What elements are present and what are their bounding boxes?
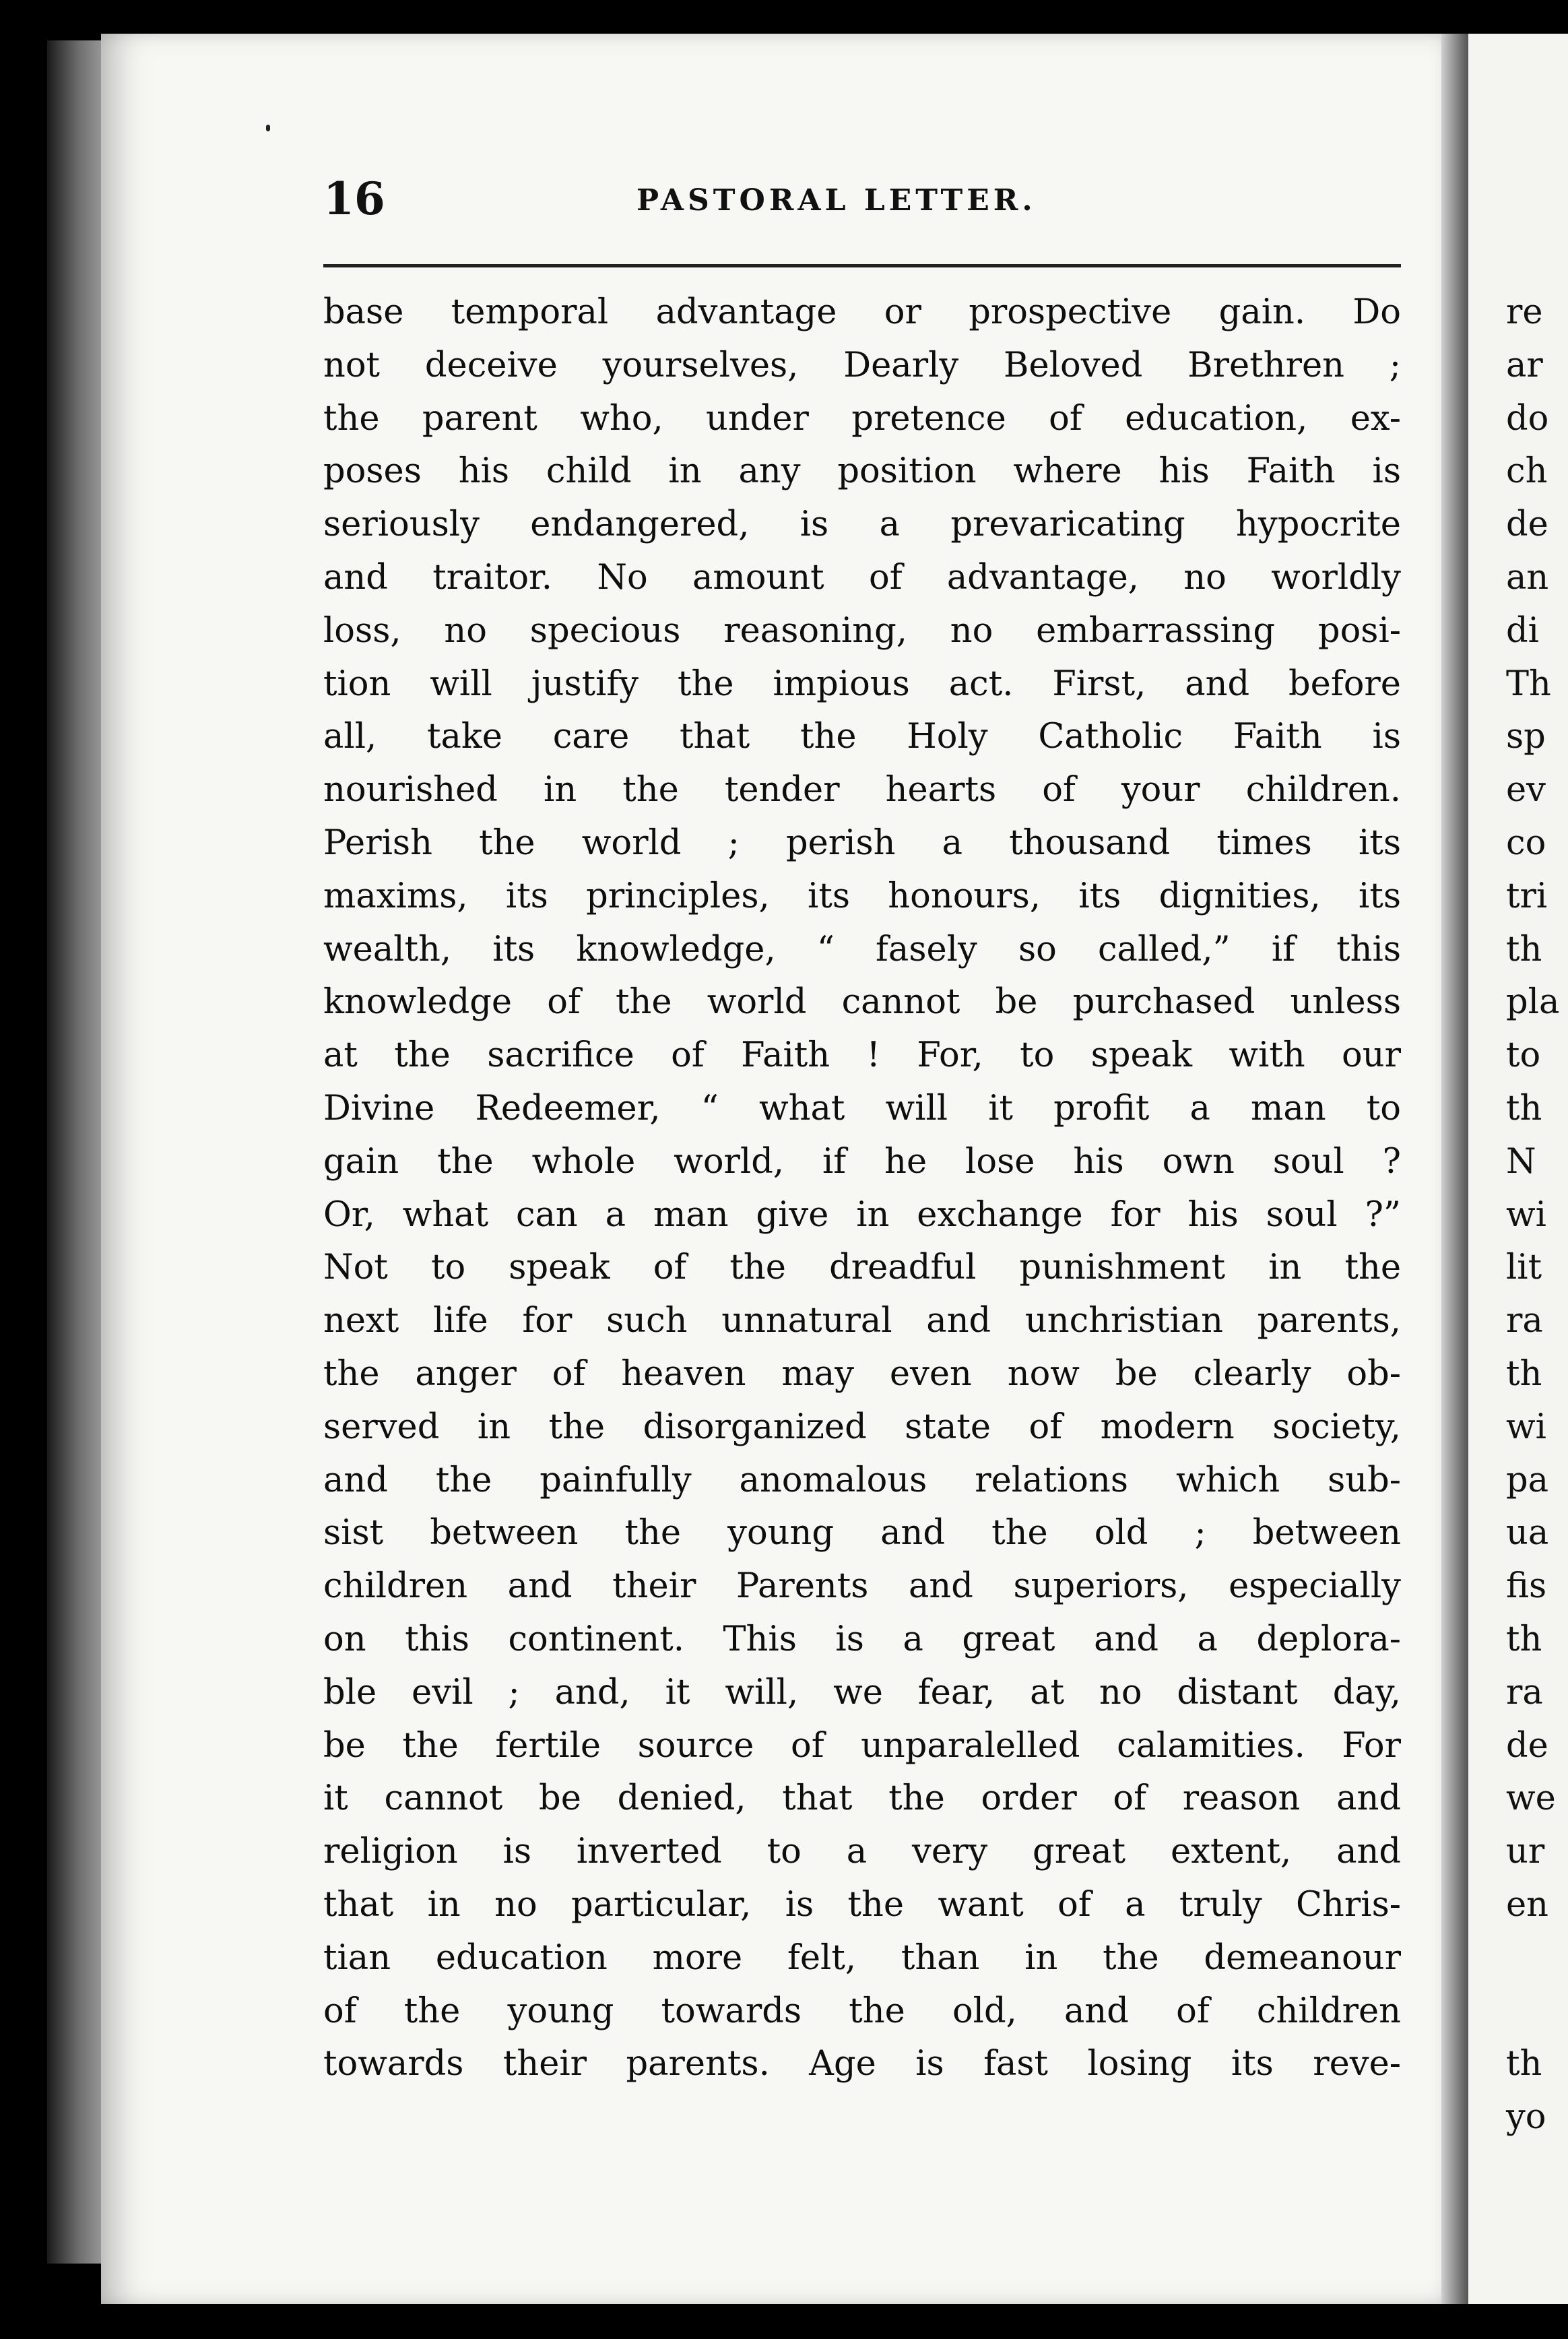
ink-fleck <box>266 125 270 131</box>
text-line: religion is inverted to a very great extent, and <box>323 1832 1401 1872</box>
facing-page-fragment: we <box>1506 1779 1556 1819</box>
text-line: tion will justify the impious act. First, and before <box>323 664 1401 704</box>
facing-page-fragment: en <box>1506 1884 1549 1925</box>
text-line: ble evil ; and, it will, we fear, at no distant day, <box>323 1672 1401 1712</box>
facing-page-fragment: co <box>1506 823 1546 863</box>
facing-page-fragment: ra <box>1506 1301 1543 1341</box>
facing-page-fragment: pa <box>1506 1460 1549 1500</box>
text-line: wealth, its knowledge, “ fasely so called,” if this <box>323 929 1401 969</box>
facing-page-fragments <box>1506 286 1568 2144</box>
facing-page-fragment: fis <box>1506 1566 1547 1607</box>
text-line: next life for such unnatural and unchristian parents, <box>323 1301 1401 1341</box>
text-line: towards their parents. Age is fast losing its reve- <box>323 2044 1401 2084</box>
facing-page-fragment: Th <box>1506 664 1551 704</box>
facing-page-fragment: th <box>1506 1088 1542 1128</box>
facing-page-fragment: ra <box>1506 1672 1543 1712</box>
text-line: and the painfully anomalous relations which sub- <box>323 1460 1401 1500</box>
facing-page-fragment: lit <box>1506 1248 1542 1288</box>
facing-page-fragment: to <box>1506 1035 1541 1076</box>
text-line: the parent who, under pretence of education, ex- <box>323 398 1401 439</box>
text-line: of the young towards the old, and of children <box>323 1991 1401 2031</box>
facing-page-fragment: tri <box>1506 876 1548 916</box>
text-line: the anger of heaven may even now be clearly ob- <box>323 1353 1401 1394</box>
facing-page-fragment: wi <box>1506 1407 1546 1447</box>
facing-page-fragment: ua <box>1506 1513 1549 1553</box>
text-line: knowledge of the world cannot be purchased unless <box>323 982 1401 1023</box>
facing-page-fragment: sp <box>1506 717 1546 757</box>
facing-page-fragment: th <box>1506 2044 1542 2084</box>
text-line: children and their Parents and superiors, especially <box>323 1566 1401 1607</box>
facing-page-fragment: di <box>1506 610 1539 651</box>
header-rule <box>323 264 1401 267</box>
facing-page-fragment: de <box>1506 1725 1548 1766</box>
text-line: Not to speak of the dreadful punishment in the <box>323 1248 1401 1288</box>
facing-page-fragment: pla <box>1506 982 1560 1023</box>
text-line: loss, no specious reasoning, no embarrassing posi- <box>323 610 1401 651</box>
text-line: tian education more felt, than in the demeanour <box>323 1937 1401 1978</box>
page-number: 16 <box>323 172 385 225</box>
facing-page-fragment: ur <box>1506 1832 1545 1872</box>
facing-page-fragment: th <box>1506 1619 1542 1659</box>
text-line: sist between the young and the old ; between <box>323 1513 1401 1553</box>
text-line: Divine Redeemer, “ what will it profit a man to <box>323 1088 1401 1128</box>
text-line: Perish the world ; perish a thousand times its <box>323 823 1401 863</box>
text-line: at the sacrifice of Faith ! For, to speak with our <box>323 1035 1401 1076</box>
text-line: and traitor. No amount of advantage, no worldly <box>323 557 1401 598</box>
text-line: not deceive yourselves, Dearly Beloved Brethren ; <box>323 345 1401 385</box>
text-line: poses his child in any position where his Faith is <box>323 451 1401 492</box>
facing-page-fragment: ar <box>1506 345 1543 385</box>
fragment-gap <box>1506 1932 1568 2039</box>
text-line: base temporal advantage or prospective gain. Do <box>323 292 1401 332</box>
text-line: all, take care that the Holy Catholic Faith is <box>323 717 1401 757</box>
text-line: nourished in the tender hearts of your children. <box>323 770 1401 810</box>
text-line: it cannot be denied, that the order of reason and <box>323 1779 1401 1819</box>
text-line: Or, what can a man give in exchange for his soul ?” <box>323 1194 1401 1235</box>
running-head: PASTORAL LETTER. <box>636 183 1037 218</box>
text-line: on this continent. This is a great and a deplora- <box>323 1619 1401 1659</box>
facing-page-fragment: an <box>1506 557 1549 598</box>
facing-page-fragment: N <box>1506 1141 1536 1182</box>
facing-page-fragment: re <box>1506 292 1543 332</box>
facing-page-fragment: ev <box>1506 770 1546 810</box>
facing-page-fragment: yo <box>1506 2097 1546 2138</box>
facing-page-fragment: do <box>1506 398 1549 439</box>
page-header <box>323 172 1401 253</box>
text-line: served in the disorganized state of modern society, <box>323 1407 1401 1447</box>
body-text <box>323 286 1401 2091</box>
text-line: be the fertile source of unparalelled calamities. For <box>323 1725 1401 1766</box>
facing-page-fragment: th <box>1506 929 1542 969</box>
text-line: that in no particular, is the want of a truly Chris- <box>323 1884 1401 1925</box>
text-line: gain the whole world, if he lose his own soul ? <box>323 1141 1401 1182</box>
facing-page-fragment: ch <box>1506 451 1548 492</box>
facing-page-fragment: de <box>1506 505 1548 545</box>
text-line: maxims, its principles, its honours, its dignities, its <box>323 876 1401 916</box>
facing-page-fragment: th <box>1506 1353 1542 1394</box>
facing-page-fragment: wi <box>1506 1194 1546 1235</box>
text-line: seriously endangered, is a prevaricating hypocrite <box>323 505 1401 545</box>
